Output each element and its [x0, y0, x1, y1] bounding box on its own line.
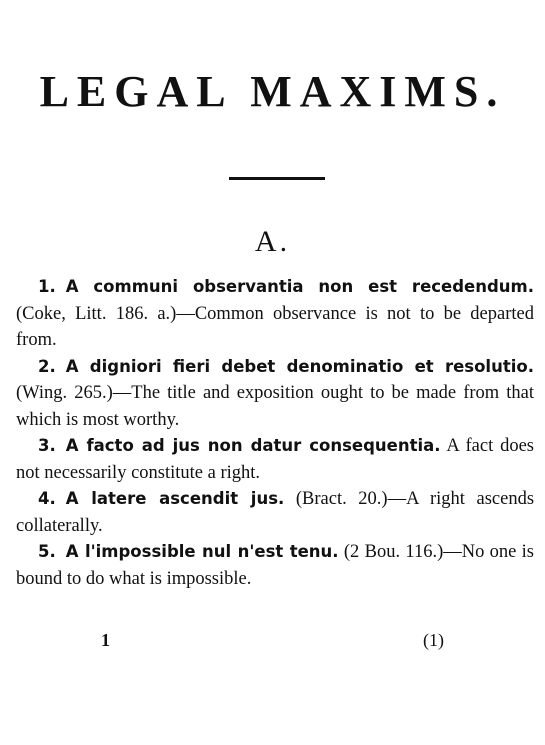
title-rule-divider [229, 177, 325, 180]
maxim-entry-4 [16, 486, 534, 539]
maxim-citation: (Coke, Litt. 186. a.) [16, 303, 177, 324]
maxim-latin-text: A facto ad jus non datur consequentia. [65, 436, 441, 455]
maxim-translation: —A right ascends collaterally. [16, 489, 535, 536]
maxim-number: 2. [38, 356, 56, 376]
maxim-translation: A fact does not necessarily constitute a right. [16, 436, 534, 483]
maxim-entry-1 [16, 274, 534, 354]
signature-mark: 1 [101, 630, 110, 650]
maxim-citation: (2 Bou. 116.) [343, 542, 444, 562]
maxim-number: 4. [38, 489, 56, 508]
maxim-entry-5 [16, 539, 534, 592]
section-letter-heading: A. [254, 225, 291, 258]
page-footer [0, 630, 545, 660]
page-number: (1) [423, 630, 444, 650]
maxim-number: 5. [38, 542, 56, 561]
maxim-latin-text: A latere ascendit jus. [65, 489, 285, 508]
maxims-list [16, 274, 534, 592]
maxim-number: 1. [38, 277, 56, 296]
maxim-citation: (Wing. 265.) [16, 383, 113, 403]
maxim-number: 3. [38, 436, 56, 455]
maxim-translation: —No one is bound to do what is impossible. [16, 542, 535, 589]
maxim-entry-3 [16, 433, 534, 486]
page-title: LEGAL MAXIMS. [39, 67, 506, 116]
maxim-citation: (Bract. 20.) [295, 489, 388, 509]
maxim-latin-text: A l'impossible nul n'est tenu. [65, 542, 339, 561]
maxim-latin-text: A digniori fieri debet denominatio et resolutio. [65, 356, 534, 376]
maxim-translation: —Common observance is not to be departed from. [16, 303, 534, 350]
maxim-translation: —The title and exposition ought to be made from that which is most worthy. [16, 383, 534, 430]
maxim-latin-text: A communi observantia non est recedendum. [65, 277, 534, 296]
maxim-entry-2 [16, 354, 534, 434]
